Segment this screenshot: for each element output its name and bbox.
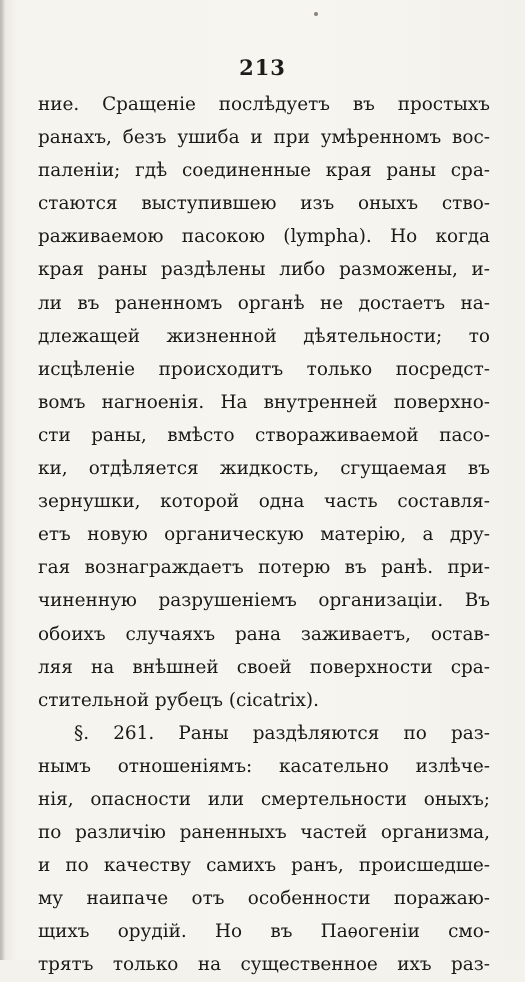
text-line: му наипаче отъ особенности поражаю- (38, 888, 490, 910)
text-line: нымъ отношеніямъ: касательно излѣче- (38, 755, 490, 777)
text-line: трятъ только на существенное ихъ раз- (38, 954, 490, 976)
text-line: ляя на внѣшней своей поверхности сра- (38, 656, 490, 678)
text-line: длежащей жизненной дѣятельности; то (38, 325, 490, 347)
page-gutter-shadow (0, 0, 5, 960)
text-line: раживаемою пасокою (lympha). Но когда (38, 226, 490, 248)
text-line: ки, отдѣляется жидкость, сгущаемая въ (38, 458, 490, 480)
text-line: етъ новую органическую матерію, а дру- (38, 524, 490, 546)
text-line: исцѣленіе происходитъ только посредст- (38, 358, 490, 380)
text-line: края раны раздѣлены либо разможены, и- (38, 259, 490, 281)
text-line: стительной рубецъ (cicatrix). (38, 689, 319, 711)
text-line: щихъ орудій. Но въ Паѳогеніи смо- (38, 921, 490, 943)
text-line: чиненную разрушеніемъ организаціи. Въ (38, 590, 490, 612)
text-line: по различію раненныхъ частей организма, (38, 822, 490, 844)
text-line: зернушки, которой одна часть составля- (38, 491, 490, 513)
text-line: и по качеству самихъ ранъ, происшедше- (38, 855, 490, 877)
text-line: обоихъ случаяхъ рана заживаетъ, остав- (38, 623, 490, 645)
text-line: паленіи; гдѣ соединенные края раны сра- (38, 160, 490, 182)
text-line: вомъ нагноенія. На внутренней поверхно- (38, 391, 490, 413)
text-line: нія, опасности или смертельности оныхъ; (38, 788, 490, 810)
text-line: гая вознаграждаетъ потерю въ ранѣ. при- (38, 557, 490, 579)
body-text (38, 88, 490, 982)
text-line: ранахъ, безъ ушиба и при умѣренномъ вос- (38, 127, 490, 149)
page-number: 213 (239, 55, 286, 80)
text-line: сти раны, вмѣсто створаживаемой пасо- (38, 424, 490, 446)
text-line: стаются выступившею изъ оныхъ ство- (38, 193, 490, 215)
text-line: ли въ раненномъ органѣ не достаетъ на- (38, 292, 490, 314)
section-heading-line: §. 261. Раны раздѣляются по раз- (74, 722, 490, 744)
ink-speck (314, 12, 318, 16)
text-line: ние. Сращеніе послѣдуетъ въ простыхъ (38, 94, 490, 115)
